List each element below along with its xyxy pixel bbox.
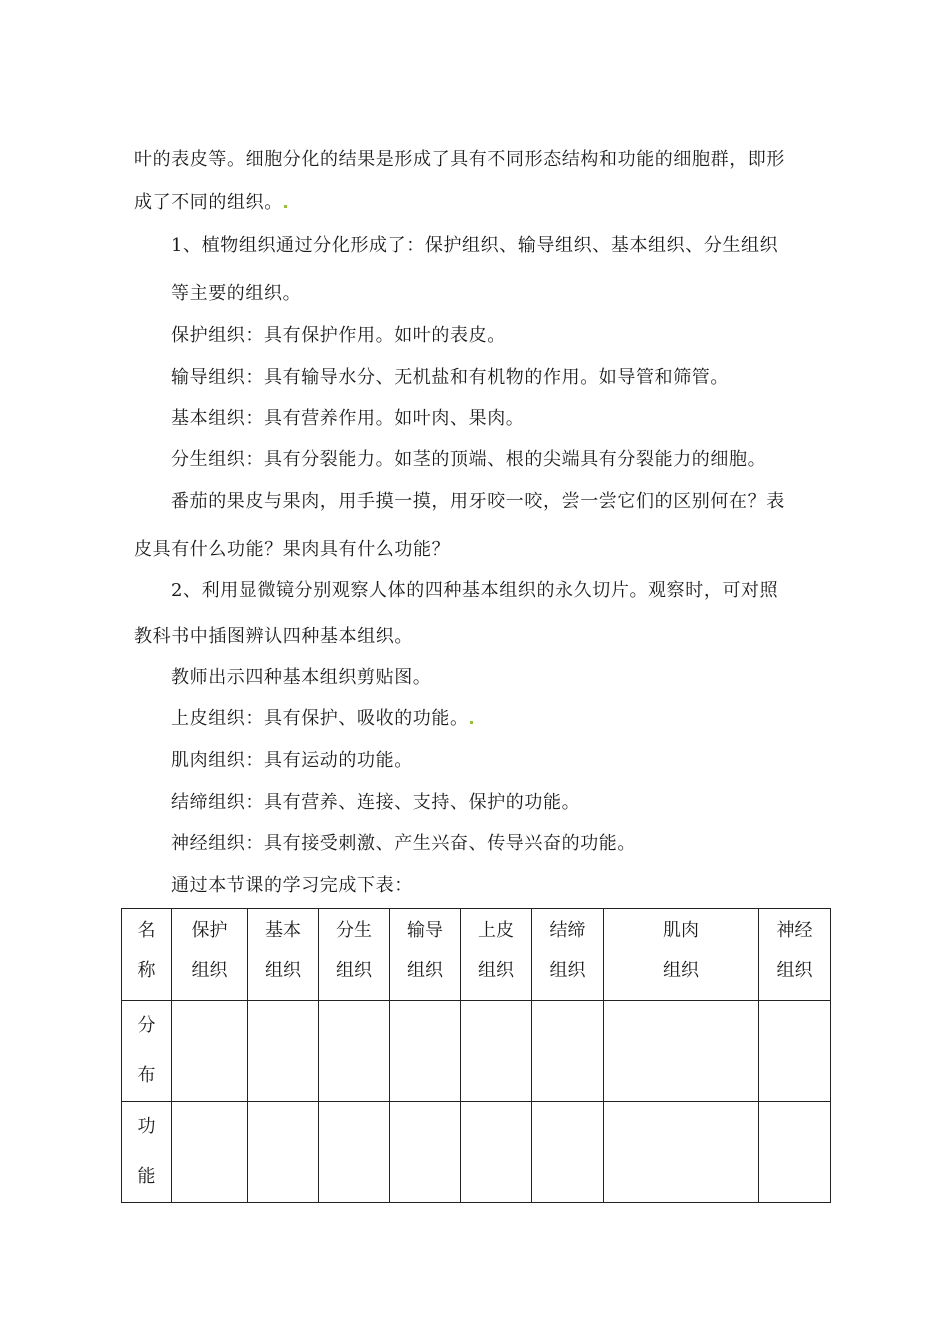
header-cell-protective: 保护 组织 <box>172 909 248 1001</box>
paragraph-line: 教科书中插图辨认四种基本组织。 <box>134 626 413 647</box>
paragraph-line: 1、植物组织通过分化形成了：保护组织、输导组织、基本组织、分生组织 <box>171 235 779 256</box>
table-cell <box>390 1102 461 1203</box>
paragraph-line: 通过本节课的学习完成下表： <box>171 875 413 896</box>
paragraph-line: 保护组织：具有保护作用。如叶的表皮。 <box>171 325 506 346</box>
paragraph-line: 结缔组织：具有营养、连接、支持、保护的功能。 <box>171 792 581 813</box>
green-dot-mark <box>284 205 287 208</box>
header-cell-connective: 结缔 组织 <box>532 909 604 1001</box>
table-cell <box>172 1001 248 1102</box>
paragraph-line: 成了不同的组织。 <box>134 191 288 215</box>
table-cell <box>604 1102 759 1203</box>
paragraph-line: 输导组织：具有输导水分、无机盐和有机物的作用。如导管和筛管。 <box>171 367 729 388</box>
header-cell-ground: 基本 组织 <box>248 909 319 1001</box>
table-cell <box>319 1102 390 1203</box>
paragraph-line: 分生组织：具有分裂能力。如茎的顶端、根的尖端具有分裂能力的细胞。 <box>171 449 767 470</box>
header-cell-muscle: 肌肉 组织 <box>604 909 759 1001</box>
paragraph-line: 神经组织：具有接受刺激、产生兴奋、传导兴奋的功能。 <box>171 833 636 854</box>
header-cell-conductive: 输导 组织 <box>390 909 461 1001</box>
paragraph-line: 皮具有什么功能？果肉具有什么功能？ <box>134 539 451 560</box>
header-cell-nervous: 神经 组织 <box>759 909 831 1001</box>
table-header-row <box>122 909 831 1001</box>
table-cell <box>248 1001 319 1102</box>
table-cell <box>248 1102 319 1203</box>
paragraph-line: 等主要的组织。 <box>171 283 302 304</box>
table-cell <box>759 1102 831 1203</box>
tissue-table <box>121 908 830 1186</box>
header-cell-name: 名 称 <box>122 909 172 1001</box>
tissue-table-grid <box>121 908 831 1203</box>
table-cell <box>461 1102 532 1203</box>
paragraph-line: 叶的表皮等。细胞分化的结果是形成了具有不同形态结构和功能的细胞群，即形 <box>134 149 785 170</box>
table-cell <box>604 1001 759 1102</box>
table-row-function <box>122 1102 831 1203</box>
paragraph-line: 肌肉组织：具有运动的功能。 <box>171 750 413 771</box>
paragraph-line: 上皮组织：具有保护、吸收的功能。 <box>171 707 474 731</box>
table-cell <box>532 1102 604 1203</box>
table-cell <box>172 1102 248 1203</box>
header-cell-meristematic: 分生 组织 <box>319 909 390 1001</box>
paragraph-line: 教师出示四种基本组织剪贴图。 <box>171 667 432 688</box>
table-row-distribution <box>122 1001 831 1102</box>
table-cell <box>319 1001 390 1102</box>
paragraph-line: 基本组织：具有营养作用。如叶肉、果肉。 <box>171 408 525 429</box>
row-label-function: 功 能 <box>122 1102 172 1203</box>
table-cell <box>390 1001 461 1102</box>
table-cell <box>759 1001 831 1102</box>
header-cell-epithelial: 上皮 组织 <box>461 909 532 1001</box>
green-dot-mark <box>470 721 473 724</box>
paragraph-line: 番茄的果皮与果肉，用手摸一摸，用牙咬一咬，尝一尝它们的区别何在？表 <box>171 491 785 512</box>
table-cell <box>461 1001 532 1102</box>
table-cell <box>532 1001 604 1102</box>
paragraph-line: 2、利用显微镜分别观察人体的四种基本组织的永久切片。观察时，可对照 <box>171 580 779 601</box>
row-label-distribution: 分 布 <box>122 1001 172 1102</box>
